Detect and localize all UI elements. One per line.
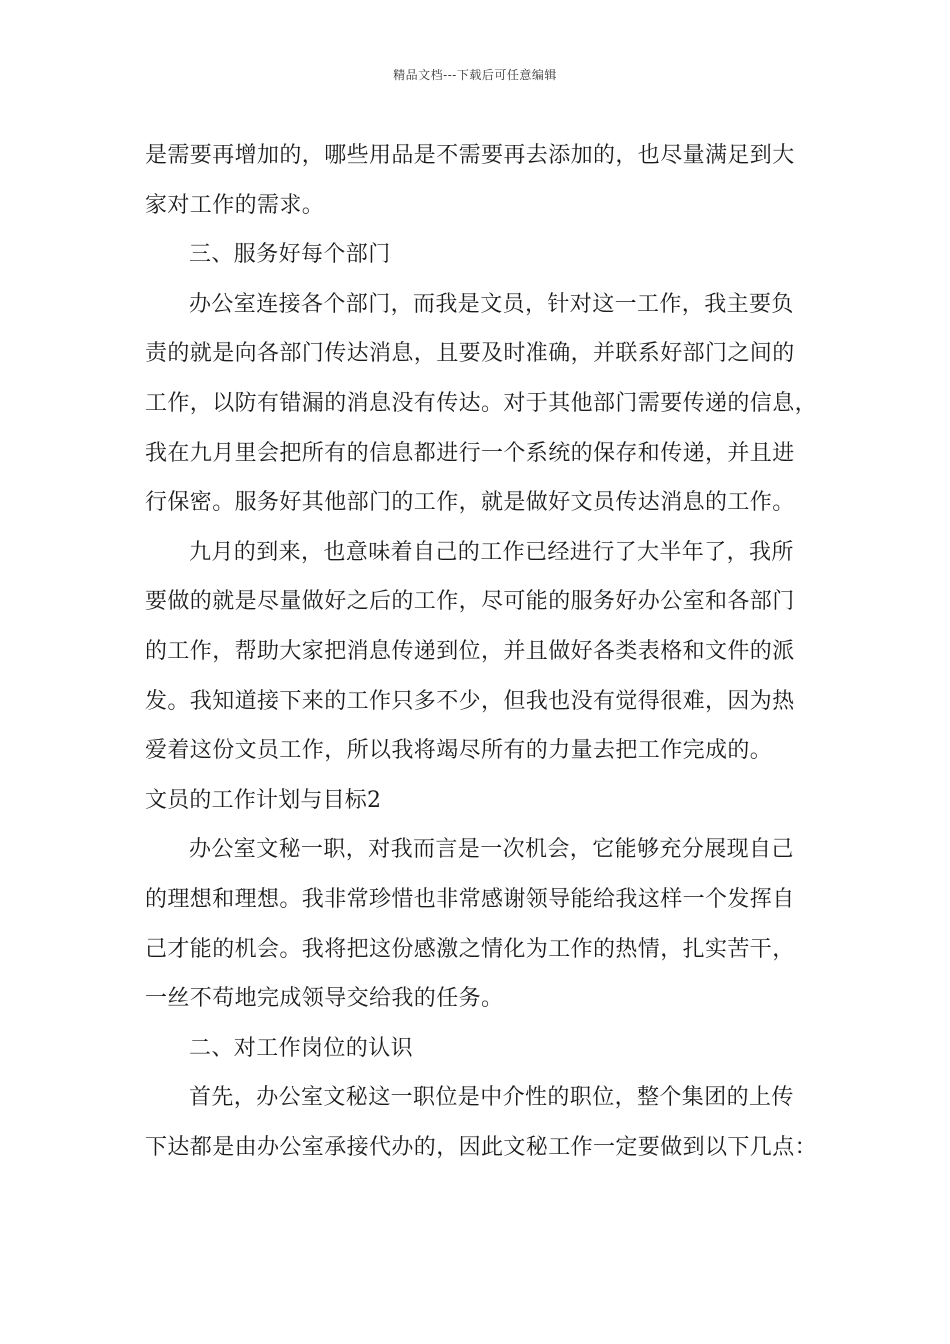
paragraph-line: 是需要再增加的，哪些用品是不需要再去添加的，也尽量满足到大 — [145, 143, 795, 168]
paragraph-line: 责的就是向各部门传达消息，且要及时准确，并联系好部门之间的 — [145, 341, 795, 367]
paragraph-line: 下达都是由办公室承接代办的，因此文秘工作一定要做到以下几点： — [145, 1134, 818, 1160]
paragraph-line: 己才能的机会。我将把这份感激之情化为工作的热情，扎实苦干， — [145, 936, 795, 962]
paragraph-line: 工作，以防有错漏的消息没有传达。对于其他部门需要传递的信息， — [145, 390, 818, 416]
section-heading: 三、服务好每个部门 — [189, 242, 391, 268]
paragraph-line: 一丝不苟地完成领导交给我的任务。 — [145, 986, 504, 1012]
document-body — [145, 131, 825, 1172]
paragraph-line: 的工作，帮助大家把消息传递到位，并且做好各类表格和文件的派 — [145, 638, 795, 664]
document-title: 文员的工作计划与目标2 — [145, 787, 382, 813]
paragraph-line: 行保密。服务好其他部门的工作，就是做好文员传达消息的工作。 — [145, 490, 795, 516]
paragraph-line: 办公室连接各个部门，而我是文员，针对这一工作，我主要负 — [189, 291, 794, 317]
paragraph-line: 首先，办公室文秘这一职位是中介性的职位，整个集团的上传 — [189, 1085, 794, 1111]
paragraph-line: 爱着这份文员工作，所以我将竭尽所有的力量去把工作完成的。 — [145, 738, 773, 764]
paragraph-line: 我在九月里会把所有的信息都进行一个系统的保存和传递，并且进 — [145, 440, 795, 466]
paragraph-line: 九月的到来，也意味着自己的工作已经进行了大半年了，我所 — [189, 539, 794, 565]
paragraph-line: 要做的就是尽量做好之后的工作，尽可能的服务好办公室和各部门 — [145, 589, 795, 615]
section-heading: 二、对工作岗位的认识 — [189, 1035, 414, 1061]
paragraph-line: 家对工作的需求。 — [145, 192, 325, 218]
page-header: 精品文档---下载后可任意编辑 — [393, 68, 557, 82]
paragraph-line: 的理想和理想。我非常珍惜也非常感谢领导能给我这样一个发挥自 — [145, 886, 795, 912]
paragraph-line: 发。我知道接下来的工作只多不少，但我也没有觉得很难，因为热 — [145, 688, 795, 714]
paragraph-line: 办公室文秘一职，对我而言是一次机会，它能够充分展现自己 — [189, 837, 794, 863]
